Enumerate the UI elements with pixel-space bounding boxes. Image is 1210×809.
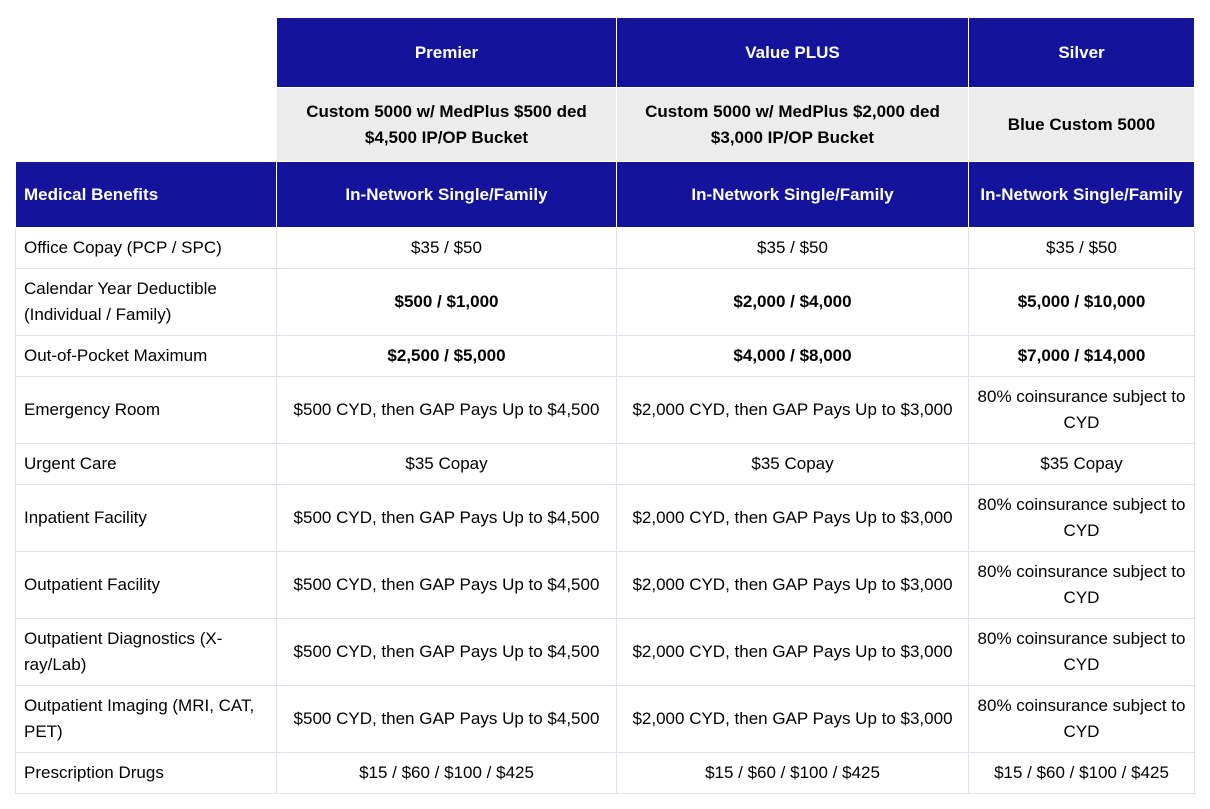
table-row bbox=[16, 228, 1195, 269]
in-network-header-premier: In-Network Single/Family bbox=[277, 162, 617, 228]
value-plus-value: $35 / $50 bbox=[617, 228, 969, 269]
silver-value: $7,000 / $14,000 bbox=[969, 336, 1195, 377]
value-plus-value: $2,000 CYD, then GAP Pays Up to $3,000 bbox=[617, 619, 969, 686]
silver-value: 80% coinsurance subject to CYD bbox=[969, 552, 1195, 619]
value-plus-value: $2,000 CYD, then GAP Pays Up to $3,000 bbox=[617, 485, 969, 552]
premier-value: $2,500 / $5,000 bbox=[277, 336, 617, 377]
medical-benefits-header: Medical Benefits bbox=[16, 162, 277, 228]
silver-value: $35 / $50 bbox=[969, 228, 1195, 269]
premier-value: $500 CYD, then GAP Pays Up to $4,500 bbox=[277, 485, 617, 552]
benefit-label: Office Copay (PCP / SPC) bbox=[16, 228, 277, 269]
value-plus-value: $4,000 / $8,000 bbox=[617, 336, 969, 377]
plan-name-value-plus: Value PLUS bbox=[617, 18, 969, 88]
value-plus-value: $35 Copay bbox=[617, 444, 969, 485]
benefit-label: Calendar Year Deductible (Individual / Family) bbox=[16, 269, 277, 336]
premier-value: $500 CYD, then GAP Pays Up to $4,500 bbox=[277, 619, 617, 686]
table-row bbox=[16, 336, 1195, 377]
value-plus-value: $2,000 CYD, then GAP Pays Up to $3,000 bbox=[617, 552, 969, 619]
silver-value: 80% coinsurance subject to CYD bbox=[969, 619, 1195, 686]
benefit-label: Outpatient Imaging (MRI, CAT, PET) bbox=[16, 686, 277, 753]
silver-value: $35 Copay bbox=[969, 444, 1195, 485]
silver-value: 80% coinsurance subject to CYD bbox=[969, 485, 1195, 552]
benefit-label: Outpatient Diagnostics (X-ray/Lab) bbox=[16, 619, 277, 686]
premier-value: $500 / $1,000 bbox=[277, 269, 617, 336]
benefit-label: Prescription Drugs bbox=[16, 753, 277, 794]
plan-description-value-plus: Custom 5000 w/ MedPlus $2,000 ded $3,000 IP/OP Bucket bbox=[617, 88, 969, 162]
empty-corner-cell bbox=[16, 88, 277, 162]
premier-value: $35 Copay bbox=[277, 444, 617, 485]
premier-value: $15 / $60 / $100 / $425 bbox=[277, 753, 617, 794]
silver-value: $15 / $60 / $100 / $425 bbox=[969, 753, 1195, 794]
premier-value: $500 CYD, then GAP Pays Up to $4,500 bbox=[277, 377, 617, 444]
table-row bbox=[16, 377, 1195, 444]
benefit-label: Urgent Care bbox=[16, 444, 277, 485]
plan-description-silver: Blue Custom 5000 bbox=[969, 88, 1195, 162]
plan-description-row bbox=[16, 88, 1195, 162]
value-plus-value: $2,000 / $4,000 bbox=[617, 269, 969, 336]
silver-value: 80% coinsurance subject to CYD bbox=[969, 686, 1195, 753]
table-row bbox=[16, 485, 1195, 552]
table-row bbox=[16, 552, 1195, 619]
benefit-label: Emergency Room bbox=[16, 377, 277, 444]
empty-corner-cell bbox=[16, 18, 277, 88]
in-network-header-silver: In-Network Single/Family bbox=[969, 162, 1195, 228]
plan-name-silver: Silver bbox=[969, 18, 1195, 88]
silver-value: $5,000 / $10,000 bbox=[969, 269, 1195, 336]
silver-value: 80% coinsurance subject to CYD bbox=[969, 377, 1195, 444]
table-row bbox=[16, 619, 1195, 686]
column-header-row bbox=[16, 162, 1195, 228]
value-plus-value: $2,000 CYD, then GAP Pays Up to $3,000 bbox=[617, 686, 969, 753]
table-row bbox=[16, 269, 1195, 336]
benefit-label: Outpatient Facility bbox=[16, 552, 277, 619]
benefit-label: Inpatient Facility bbox=[16, 485, 277, 552]
plan-description-premier: Custom 5000 w/ MedPlus $500 ded $4,500 IP/OP Bucket bbox=[277, 88, 617, 162]
value-plus-value: $15 / $60 / $100 / $425 bbox=[617, 753, 969, 794]
table-row bbox=[16, 753, 1195, 794]
plan-name-row bbox=[16, 18, 1195, 88]
in-network-header-value-plus: In-Network Single/Family bbox=[617, 162, 969, 228]
benefit-label: Out-of-Pocket Maximum bbox=[16, 336, 277, 377]
premier-value: $500 CYD, then GAP Pays Up to $4,500 bbox=[277, 552, 617, 619]
premier-value: $500 CYD, then GAP Pays Up to $4,500 bbox=[277, 686, 617, 753]
plan-name-premier: Premier bbox=[277, 18, 617, 88]
table-row bbox=[16, 686, 1195, 753]
value-plus-value: $2,000 CYD, then GAP Pays Up to $3,000 bbox=[617, 377, 969, 444]
plan-comparison-table bbox=[15, 17, 1195, 794]
premier-value: $35 / $50 bbox=[277, 228, 617, 269]
table-row bbox=[16, 444, 1195, 485]
